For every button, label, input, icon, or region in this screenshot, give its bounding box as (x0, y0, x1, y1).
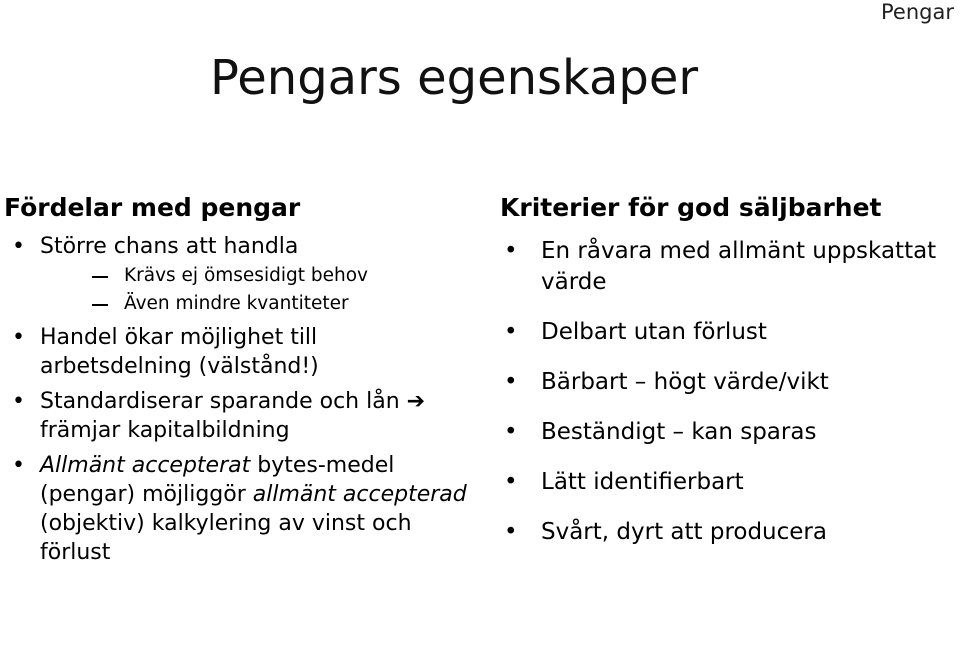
header-corner-label: Pengar (881, 0, 954, 24)
advantage-item (4, 451, 474, 567)
advantages-list (4, 232, 474, 567)
criteria-column (500, 188, 960, 567)
emphasis-text: allmänt accepterad (252, 482, 467, 507)
arrow-icon: ➔ (406, 389, 426, 414)
criteria-item: • Beständigt – kan sparas (500, 417, 960, 448)
sub-item: Krävs ej ömsesidigt behov (40, 262, 474, 289)
advantage-item: • Handel ökar möjlighet till arbetsdelning (välstånd!) (4, 323, 474, 381)
criteria-item: • En råvara med allmänt uppskattat värde (500, 236, 960, 298)
advantage-item (4, 232, 474, 317)
advantage-item (4, 387, 474, 445)
advantages-heading: Fördelar med pengar (4, 193, 301, 222)
advantage-item-text: främjar kapitalbildning (40, 418, 290, 443)
criteria-item: • Delbart utan förlust (500, 317, 960, 348)
sub-list (40, 262, 474, 317)
advantages-column (4, 188, 474, 573)
sub-item: Även mindre kvantiteter (40, 290, 474, 317)
criteria-list (500, 236, 960, 548)
advantage-item-text: bytes-medel (pengar) möjliggör (40, 453, 395, 507)
slide-title: Pengars egenskaper (210, 50, 699, 106)
criteria-heading: Kriterier för god säljbarhet (500, 193, 882, 222)
emphasis-text: Allmänt accepterat (40, 453, 251, 478)
criteria-item: • Svårt, dyrt att producera (500, 517, 960, 548)
advantage-item-text: Standardiserar sparande och lån (40, 389, 400, 414)
advantage-item-text: (objektiv) kalkylering av vinst och förlust (40, 511, 412, 565)
criteria-item: • Lätt identifierbart (500, 467, 960, 498)
advantage-item-text: Större chans att handla (40, 234, 299, 259)
criteria-item: • Bärbart – högt värde/vikt (500, 367, 960, 398)
